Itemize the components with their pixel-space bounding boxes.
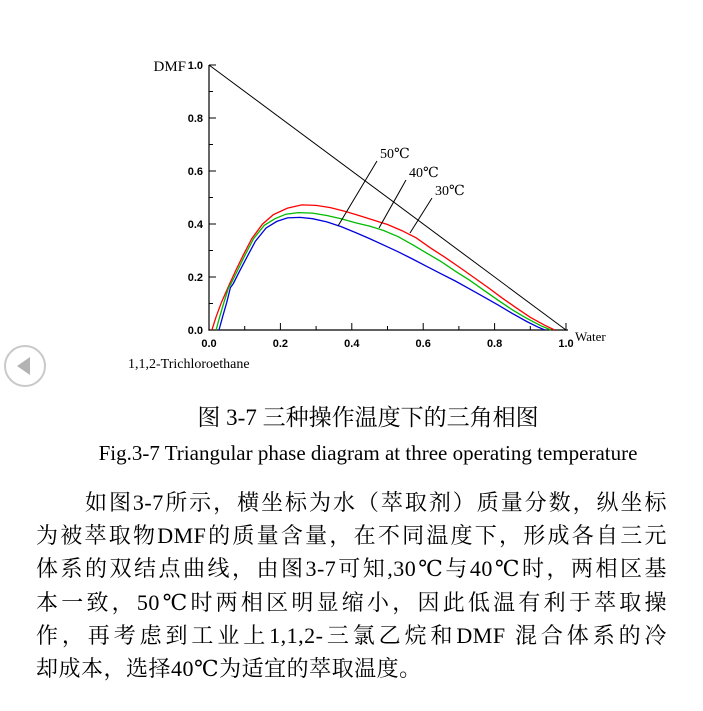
x-tick-label: 0.2 [272, 338, 289, 350]
paragraph-line: 如图3-7所示，横坐标为水（萃取剂）质量分数，纵坐标 [85, 490, 667, 515]
x-tick-label: 0.4 [344, 338, 360, 350]
curve-30c [212, 205, 555, 330]
x-tick-label: 1.0 [558, 338, 574, 350]
y-tick-label: 0.8 [187, 113, 203, 125]
figure-caption [30, 404, 703, 466]
diagonal-line [209, 65, 566, 330]
curve-label-30c: 30℃ [435, 184, 465, 199]
paragraph-line: 本一致，50℃时两相区明显缩小，因此低温有利于萃取操 [36, 589, 667, 615]
y-tick-label: 0.4 [187, 219, 203, 231]
y-tick-label: 0.2 [187, 272, 203, 284]
dmf-label: DMF [153, 59, 186, 75]
previous-page-button[interactable] [4, 345, 46, 387]
paragraph-line: 为被萃取物DMF的质量含量，在不同温度下，形成各自三元 [36, 523, 667, 549]
curve-40c [216, 213, 551, 330]
leader-line-40c [379, 180, 406, 228]
figure-caption-zh: 图 3-7 三种操作温度下的三角相图 [197, 405, 539, 430]
x-tick-label: 0.0 [201, 338, 217, 350]
left-arrow-icon [17, 357, 30, 375]
trichloroethane-label: 1,1,2-Trichloroethane [128, 357, 250, 372]
curve-label-40c: 40℃ [409, 166, 439, 181]
paragraph-line: 体系的双结点曲线，由图3-7可知,30℃与40℃时，两相区基 [36, 556, 667, 582]
x-tick-label: 0.6 [415, 338, 431, 350]
paragraph-line: 却成本，选择40℃为适宜的萃取温度。 [36, 655, 422, 681]
y-tick-label: 0.0 [187, 325, 203, 337]
leader-line-50c [338, 161, 377, 226]
curve-50c [219, 217, 545, 330]
body-paragraph [36, 486, 667, 685]
figure-caption-en: Fig.3-7 Triangular phase diagram at three operating temperature [98, 441, 638, 465]
paragraph-line: 作，再考虑到工业上1,1,2-三氯乙烷和DMF 混合体系的冷 [36, 622, 667, 648]
y-tick-label: 1.0 [187, 60, 203, 72]
x-tick-label: 0.8 [486, 338, 503, 350]
y-tick-label: 0.6 [187, 166, 203, 178]
water-label: Water [575, 329, 606, 344]
curve-label-50c: 50℃ [380, 147, 410, 162]
